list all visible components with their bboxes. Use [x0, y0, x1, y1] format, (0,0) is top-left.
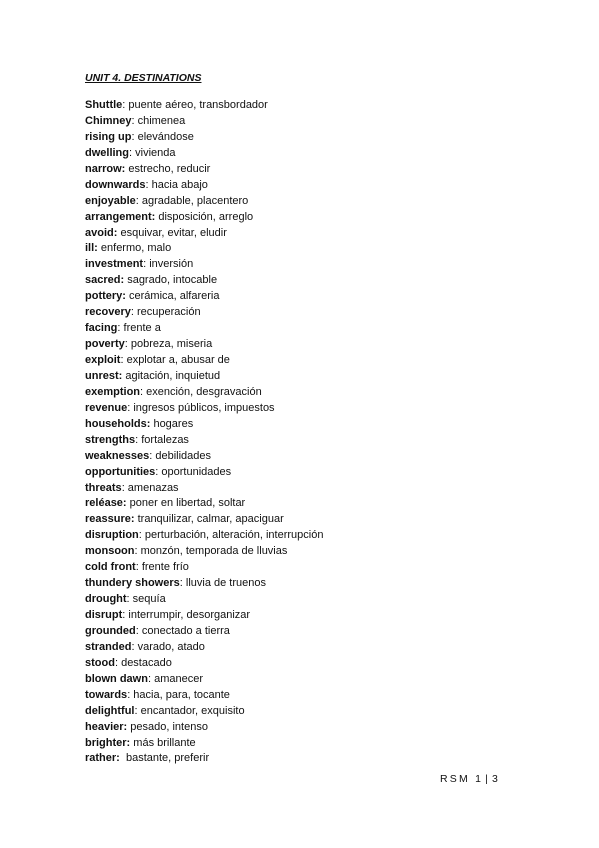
vocab-separator: : — [120, 354, 124, 366]
vocab-separator: : — [135, 194, 139, 207]
vocab-term: Chimney — [85, 114, 132, 127]
vocab-term: towards — [85, 688, 128, 701]
vocab-separator: : — [124, 338, 128, 351]
vocab-definition: amenazas — [124, 481, 179, 494]
vocab-definition: frente frío — [138, 561, 189, 574]
vocab-definition: pesado, intenso — [127, 720, 208, 733]
vocab-entry — [85, 576, 323, 592]
vocab-definition: lluvia de truenos — [182, 577, 266, 590]
vocabulary-list — [85, 98, 323, 767]
vocab-separator: : — [147, 672, 152, 685]
vocab-entry — [85, 130, 323, 146]
vocab-term: unrest: — [85, 369, 123, 382]
vocab-entry — [85, 512, 323, 528]
vocab-entry — [85, 273, 323, 289]
vocab-separator: : — [117, 322, 121, 335]
vocab-term: recovery — [85, 306, 131, 319]
vocab-term: reléase: — [85, 497, 127, 510]
vocab-entry — [85, 385, 323, 401]
page-footer — [440, 773, 500, 785]
vocab-term: Shuttle — [85, 99, 123, 111]
vocab-entry — [85, 401, 323, 417]
vocab-term: threats — [85, 481, 122, 494]
vocab-term: enjoyable — [85, 194, 136, 207]
vocab-term: stranded — [85, 640, 132, 653]
vocab-entry — [85, 210, 323, 226]
vocab-term: brighter: — [85, 736, 131, 749]
vocab-entry — [85, 337, 323, 353]
vocab-separator: : — [143, 258, 147, 271]
vocab-separator: : — [138, 529, 142, 542]
vocab-term: dwelling — [85, 146, 129, 159]
vocab-term: households: — [85, 417, 151, 430]
vocab-definition: cerámica, alfareria — [125, 290, 220, 303]
vocab-definition: elevándose — [134, 130, 194, 143]
footer-separator: | — [485, 773, 491, 785]
vocab-term: opportunities — [85, 465, 156, 478]
vocab-entry — [85, 496, 323, 512]
vocab-separator: : — [131, 640, 135, 653]
vocab-entry — [85, 624, 323, 640]
vocab-entry — [85, 241, 323, 257]
vocab-separator: : — [122, 99, 126, 111]
vocab-definition: bastante, preferir — [119, 752, 210, 765]
vocab-definition: frente a — [120, 322, 161, 335]
vocab-entry — [85, 305, 323, 321]
vocab-separator: : — [135, 561, 139, 574]
vocab-term: grounded — [85, 624, 136, 637]
vocab-separator: : — [145, 178, 149, 191]
vocab-separator: : — [155, 465, 159, 478]
vocab-entry — [85, 672, 323, 688]
vocab-definition: debilidades — [152, 449, 211, 462]
vocab-entry — [85, 704, 323, 720]
vocab-entry — [85, 417, 323, 433]
vocab-entry — [85, 465, 323, 481]
vocab-term: ill: — [85, 242, 98, 255]
vocab-separator: : — [135, 433, 139, 446]
vocab-definition: exención, desgravación — [143, 385, 262, 398]
page-title: UNIT 4. DESTINATIONS — [85, 72, 202, 84]
vocab-entry — [85, 640, 323, 656]
vocab-definition: hogares — [150, 417, 194, 430]
vocab-entry — [85, 608, 323, 624]
vocab-entry — [85, 321, 323, 337]
vocab-definition: hacia abajo — [148, 178, 208, 191]
vocab-definition: enfermo, malo — [97, 242, 172, 255]
vocab-definition: conectado a tierra — [138, 624, 230, 637]
vocab-definition: sagrado, intocable — [124, 274, 218, 287]
vocab-entry — [85, 592, 323, 608]
vocab-separator: : — [131, 130, 135, 143]
vocab-entry — [85, 369, 323, 385]
vocab-separator: : — [114, 656, 119, 669]
vocab-term: exemption — [85, 385, 141, 398]
vocab-term: avoid: — [85, 226, 118, 239]
vocab-separator: : — [127, 688, 131, 701]
vocab-term: drought — [85, 593, 127, 606]
footer-page-number: 1 — [475, 773, 484, 785]
vocab-separator: : — [129, 146, 133, 159]
vocab-term: reassure: — [85, 513, 135, 526]
vocab-entry — [85, 544, 323, 560]
vocab-entry — [85, 688, 323, 704]
vocab-separator: : — [135, 624, 139, 637]
vocab-term: downwards — [85, 178, 146, 191]
vocab-definition: tranquilizar, calmar, apaciguar — [134, 513, 284, 526]
vocab-term: strengths — [85, 433, 136, 446]
vocab-term: heavier: — [85, 720, 128, 733]
vocab-definition: inversión — [146, 258, 194, 271]
vocab-entry — [85, 114, 323, 130]
vocab-definition: puente aéreo, transbordador — [125, 99, 268, 111]
vocab-term: thundery showers — [85, 577, 180, 590]
vocab-separator: : — [131, 114, 135, 127]
vocab-definition: recuperación — [133, 306, 201, 319]
vocab-definition: fortalezas — [138, 433, 189, 446]
vocab-definition: amanecer — [151, 672, 203, 685]
vocab-entry — [85, 751, 323, 767]
vocab-separator: : — [149, 449, 153, 462]
vocab-entry — [85, 449, 323, 465]
vocab-definition: más brillante — [130, 736, 196, 749]
vocab-entry — [85, 194, 323, 210]
vocab-term: disrupt — [85, 609, 123, 621]
vocab-term: rather: — [85, 752, 120, 765]
vocab-separator: : — [134, 545, 138, 558]
vocab-term: narrow: — [85, 162, 126, 175]
vocab-entry — [85, 433, 323, 449]
vocab-entry — [85, 481, 323, 497]
vocab-definition: esquivar, evitar, eludir — [117, 226, 227, 239]
vocab-entry — [85, 146, 323, 162]
vocab-entry — [85, 178, 323, 194]
vocab-definition: estrecho, reducir — [125, 162, 211, 175]
vocab-definition: encantador, exquisito — [137, 704, 245, 717]
vocab-definition: destacado — [118, 656, 172, 669]
vocab-term: cold front — [85, 561, 136, 574]
vocab-definition: pobreza, miseria — [127, 338, 213, 351]
vocab-separator: : — [121, 481, 125, 494]
vocab-definition: monzón, temporada de lluvias — [137, 545, 288, 558]
vocab-separator: : — [127, 401, 131, 414]
vocab-entry — [85, 353, 323, 369]
vocab-term: facing — [85, 322, 118, 335]
vocab-term: investment — [85, 258, 144, 271]
vocab-entry — [85, 720, 323, 736]
vocab-entry — [85, 162, 323, 178]
vocab-entry — [85, 656, 323, 672]
vocab-definition: perturbación, alteración, interrupción — [141, 529, 324, 542]
vocab-definition: vivienda — [132, 146, 176, 159]
footer-page-total: 3 — [492, 773, 501, 785]
vocab-separator: : — [122, 609, 126, 621]
vocab-separator: : — [179, 577, 183, 590]
vocab-term: weaknesses — [85, 449, 150, 462]
vocab-entry — [85, 528, 323, 544]
vocab-entry — [85, 289, 323, 305]
vocab-term: pottery: — [85, 290, 126, 303]
vocab-term: sacred: — [85, 274, 125, 287]
vocab-entry — [85, 257, 323, 273]
vocab-separator: : — [134, 704, 138, 717]
vocab-term: delightful — [85, 704, 135, 717]
vocab-term: stood — [85, 656, 115, 669]
vocab-entry — [85, 560, 323, 576]
vocab-entry — [85, 98, 323, 114]
vocab-definition: explotar a, abusar de — [123, 354, 230, 366]
vocab-definition: agradable, placentero — [138, 194, 249, 207]
vocab-separator: : — [130, 306, 134, 319]
vocab-term: poverty — [85, 338, 125, 351]
vocab-definition: ingresos públicos, impuestos — [130, 401, 275, 414]
vocab-term: disruption — [85, 529, 139, 542]
vocab-definition: agitación, inquietud — [122, 369, 221, 382]
vocab-definition: interrumpir, desorganizar — [125, 609, 251, 621]
vocab-term: rising up — [85, 130, 132, 143]
vocab-term: arrangement: — [85, 210, 156, 223]
vocab-term: revenue — [85, 401, 128, 414]
vocab-definition: disposición, arreglo — [155, 210, 254, 223]
vocab-separator: : — [140, 385, 144, 398]
vocab-entry — [85, 736, 323, 752]
vocab-term: blown dawn — [85, 672, 148, 685]
vocab-definition: hacia, para, tocante — [130, 688, 230, 701]
vocab-definition: varado, atado — [134, 640, 205, 653]
vocab-definition: oportunidades — [158, 465, 232, 478]
footer-initials: RSM — [440, 773, 470, 785]
vocab-definition: sequía — [129, 593, 166, 606]
vocab-term: monsoon — [85, 545, 135, 558]
vocab-term: exploit — [85, 354, 121, 366]
vocab-separator: : — [126, 593, 130, 606]
vocab-definition: poner en libertad, soltar — [126, 497, 246, 510]
vocab-entry — [85, 226, 323, 242]
vocab-definition: chimenea — [134, 114, 186, 127]
